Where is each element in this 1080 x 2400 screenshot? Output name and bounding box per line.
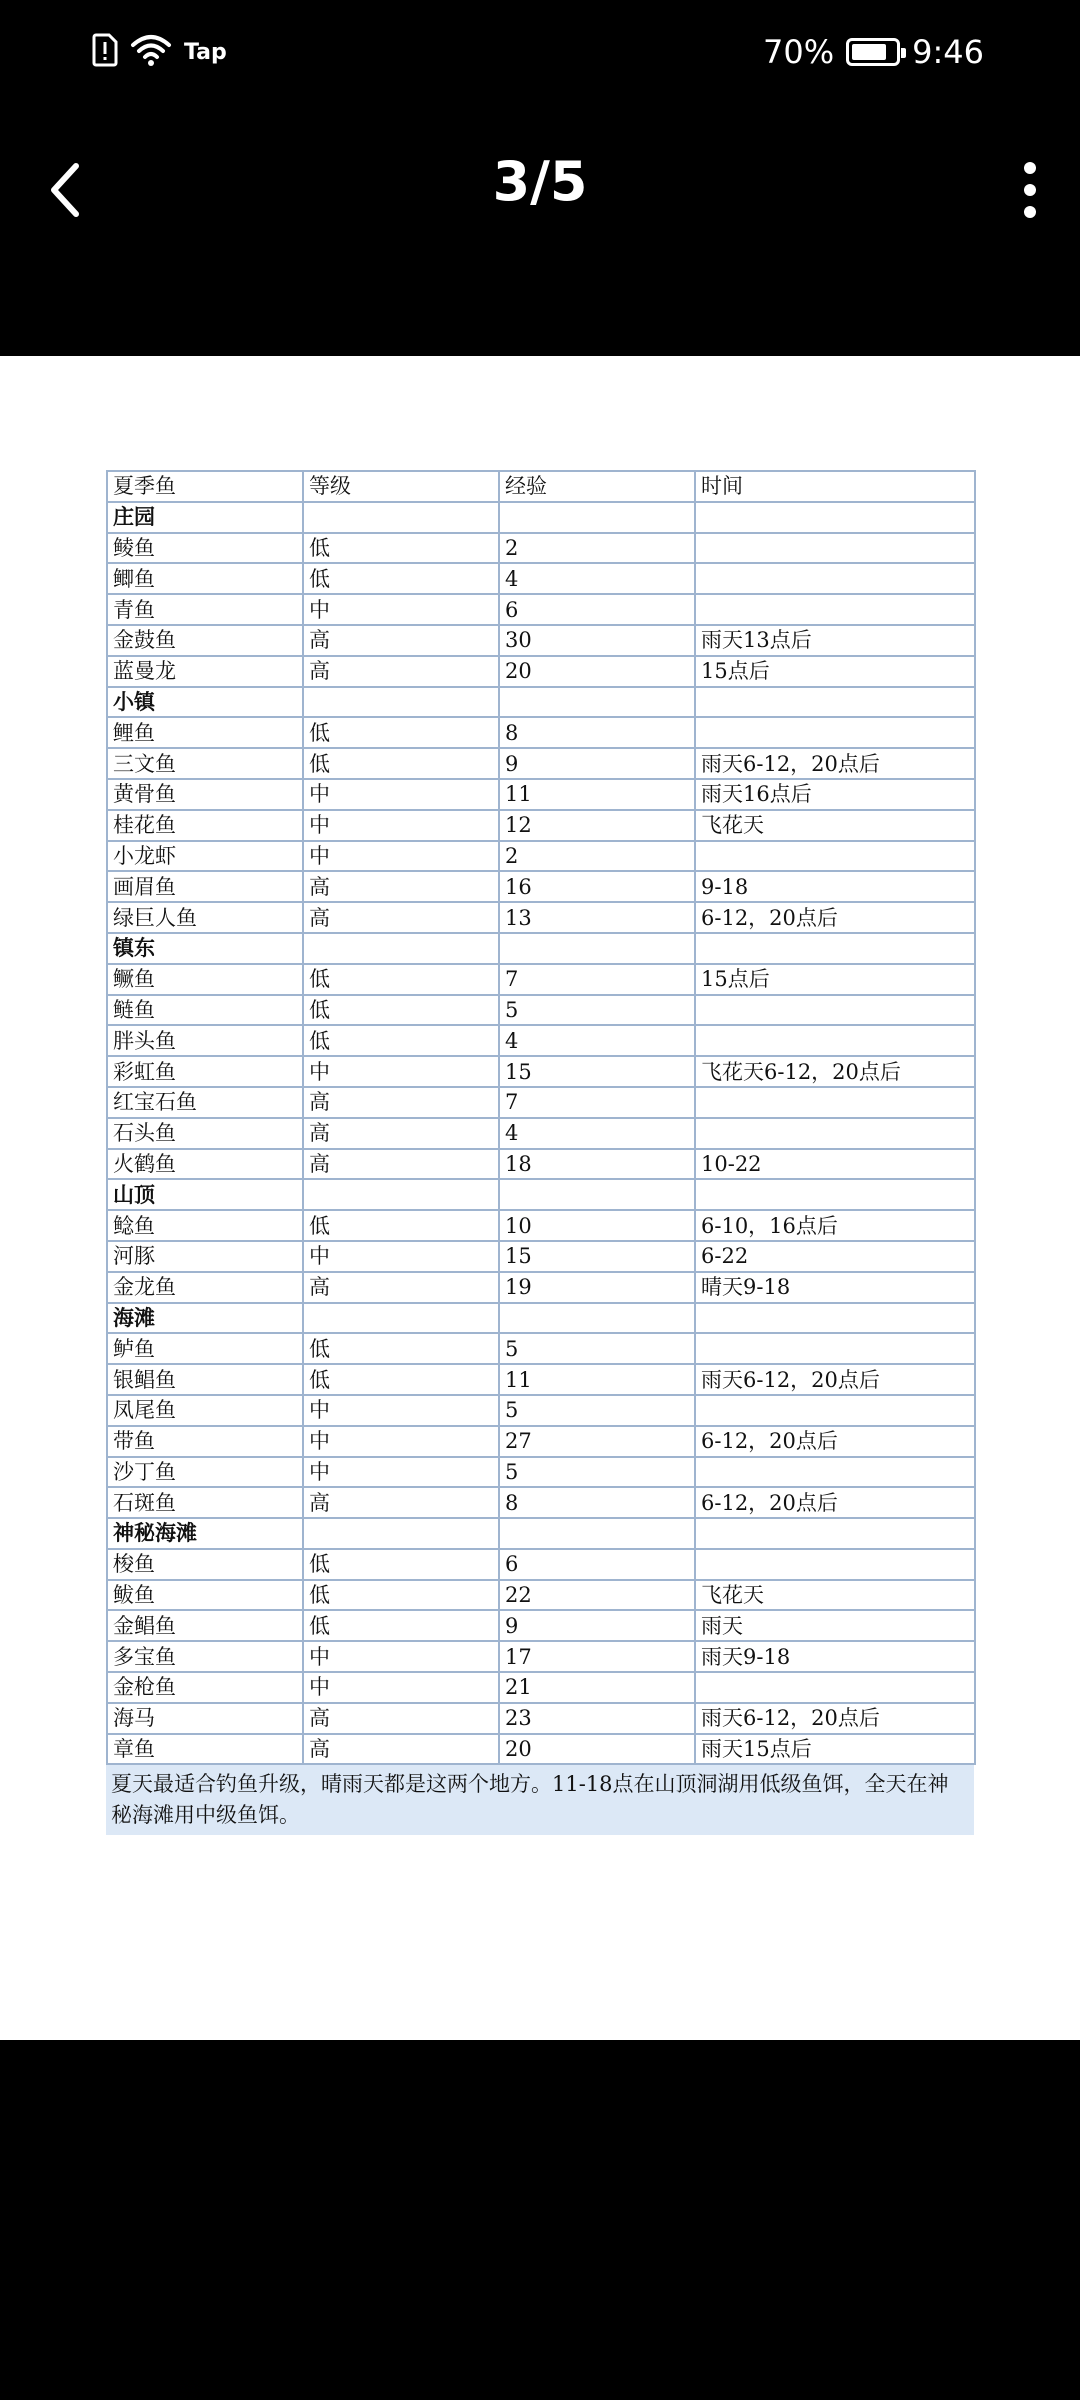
cell-exp: 20 xyxy=(499,1734,695,1765)
cell-level: 中 xyxy=(303,1056,499,1087)
cell-time: 雨天6-12，20点后 xyxy=(695,1364,975,1395)
cell-level xyxy=(303,502,499,533)
cell-name: 三文鱼 xyxy=(107,748,303,779)
cell-name: 金龙鱼 xyxy=(107,1272,303,1303)
cell-name: 海马 xyxy=(107,1703,303,1734)
cell-exp: 15 xyxy=(499,1241,695,1272)
page-indicator: 3/5 xyxy=(492,150,588,213)
cell-name: 凤尾鱼 xyxy=(107,1395,303,1426)
clock: 9:46 xyxy=(912,33,984,71)
cell-level: 高 xyxy=(303,1703,499,1734)
cell-time: 15点后 xyxy=(695,656,975,687)
cell-exp: 18 xyxy=(499,1149,695,1180)
cell-level: 低 xyxy=(303,533,499,564)
cell-exp: 17 xyxy=(499,1641,695,1672)
cell-name: 绿巨人鱼 xyxy=(107,902,303,933)
cell-level xyxy=(303,1518,499,1549)
cell-time: 6-12，20点后 xyxy=(695,1426,975,1457)
cell-name: 画眉鱼 xyxy=(107,871,303,902)
cell-time xyxy=(695,1303,975,1334)
table-row xyxy=(107,1364,975,1395)
cell-level: 低 xyxy=(303,748,499,779)
cell-time xyxy=(695,1518,975,1549)
cell-name: 金鲳鱼 xyxy=(107,1610,303,1641)
cell-level: 高 xyxy=(303,1149,499,1180)
cell-name: 胖头鱼 xyxy=(107,1025,303,1056)
cell-time: 9-18 xyxy=(695,871,975,902)
viewer-header xyxy=(0,100,1080,356)
cell-name: 神秘海滩 xyxy=(107,1518,303,1549)
battery-icon xyxy=(846,38,900,66)
cell-name: 蓝曼龙 xyxy=(107,656,303,687)
cell-level: 低 xyxy=(303,1025,499,1056)
cell-name: 小龙虾 xyxy=(107,841,303,872)
cell-level: 高 xyxy=(303,656,499,687)
cell-exp: 21 xyxy=(499,1672,695,1703)
cell-exp: 16 xyxy=(499,871,695,902)
table-row xyxy=(107,1549,975,1580)
cell-name: 鲤鱼 xyxy=(107,717,303,748)
cell-level: 中 xyxy=(303,779,499,810)
table-row xyxy=(107,964,975,995)
column-header: 时间 xyxy=(695,471,975,502)
cell-name: 多宝鱼 xyxy=(107,1641,303,1672)
cell-name: 庄园 xyxy=(107,502,303,533)
cell-name: 鲈鱼 xyxy=(107,1333,303,1364)
cell-time: 雨天6-12，20点后 xyxy=(695,748,975,779)
table-row xyxy=(107,1118,975,1149)
table-row xyxy=(107,1457,975,1488)
cell-time xyxy=(695,1025,975,1056)
table-row xyxy=(107,1087,975,1118)
cell-exp: 2 xyxy=(499,841,695,872)
cell-name: 银鲳鱼 xyxy=(107,1364,303,1395)
table-row xyxy=(107,1672,975,1703)
cell-level: 中 xyxy=(303,1457,499,1488)
column-header: 夏季鱼 xyxy=(107,471,303,502)
table-row xyxy=(107,1487,975,1518)
cell-level: 中 xyxy=(303,1641,499,1672)
table-row xyxy=(107,1272,975,1303)
cell-exp xyxy=(499,502,695,533)
cell-level: 高 xyxy=(303,625,499,656)
cell-time xyxy=(695,933,975,964)
cell-level: 低 xyxy=(303,563,499,594)
cell-name: 鲶鱼 xyxy=(107,1210,303,1241)
table-row xyxy=(107,656,975,687)
cell-exp: 5 xyxy=(499,995,695,1026)
table-row xyxy=(107,1580,975,1611)
table-row xyxy=(107,533,975,564)
table-row xyxy=(107,1610,975,1641)
cell-exp xyxy=(499,1518,695,1549)
spreadsheet xyxy=(106,470,974,1835)
cell-name: 章鱼 xyxy=(107,1734,303,1765)
cell-level: 中 xyxy=(303,1241,499,1272)
cell-exp: 9 xyxy=(499,748,695,779)
cell-time: 雨天13点后 xyxy=(695,625,975,656)
cell-name: 金鼓鱼 xyxy=(107,625,303,656)
cell-level: 中 xyxy=(303,1395,499,1426)
cell-level: 高 xyxy=(303,871,499,902)
cell-level: 中 xyxy=(303,1672,499,1703)
cell-name: 鳜鱼 xyxy=(107,964,303,995)
cell-exp: 22 xyxy=(499,1580,695,1611)
column-header: 经验 xyxy=(499,471,695,502)
table-row xyxy=(107,1395,975,1426)
cell-exp: 7 xyxy=(499,964,695,995)
table-row xyxy=(107,995,975,1026)
table-row xyxy=(107,1333,975,1364)
cell-level: 高 xyxy=(303,1118,499,1149)
cell-time: 6-12，20点后 xyxy=(695,1487,975,1518)
table-row xyxy=(107,902,975,933)
cell-time: 雨天15点后 xyxy=(695,1734,975,1765)
cell-exp: 23 xyxy=(499,1703,695,1734)
table-row xyxy=(107,594,975,625)
cell-exp: 8 xyxy=(499,1487,695,1518)
cell-time xyxy=(695,594,975,625)
cell-level xyxy=(303,687,499,718)
cell-exp: 6 xyxy=(499,1549,695,1580)
cell-level: 低 xyxy=(303,1210,499,1241)
cell-exp: 19 xyxy=(499,1272,695,1303)
table-row xyxy=(107,748,975,779)
cell-time: 15点后 xyxy=(695,964,975,995)
cell-name: 河豚 xyxy=(107,1241,303,1272)
cell-level xyxy=(303,1179,499,1210)
cell-name: 小镇 xyxy=(107,687,303,718)
table-row xyxy=(107,1149,975,1180)
cell-time xyxy=(695,717,975,748)
cell-name: 鲫鱼 xyxy=(107,563,303,594)
category-row xyxy=(107,502,975,533)
cell-name: 沙丁鱼 xyxy=(107,1457,303,1488)
table-header-row xyxy=(107,471,975,502)
cell-level: 中 xyxy=(303,810,499,841)
cell-time xyxy=(695,1395,975,1426)
cell-exp xyxy=(499,1303,695,1334)
battery-percent: 70% xyxy=(763,33,835,71)
category-row xyxy=(107,687,975,718)
cell-time: 6-10，16点后 xyxy=(695,1210,975,1241)
more-vertical-icon xyxy=(1024,162,1036,174)
table-row xyxy=(107,1025,975,1056)
wifi-icon xyxy=(130,33,172,71)
cell-name: 石头鱼 xyxy=(107,1118,303,1149)
category-row xyxy=(107,933,975,964)
cell-name: 梭鱼 xyxy=(107,1549,303,1580)
cell-exp: 6 xyxy=(499,594,695,625)
table-row xyxy=(107,779,975,810)
cell-name: 火鹤鱼 xyxy=(107,1149,303,1180)
cell-time: 雨天6-12，20点后 xyxy=(695,1703,975,1734)
cell-exp: 15 xyxy=(499,1056,695,1087)
column-header: 等级 xyxy=(303,471,499,502)
cell-level: 中 xyxy=(303,1426,499,1457)
cell-time: 6-12，20点后 xyxy=(695,902,975,933)
cell-name: 鲢鱼 xyxy=(107,995,303,1026)
cell-level xyxy=(303,933,499,964)
table-row xyxy=(107,563,975,594)
cell-exp xyxy=(499,933,695,964)
cell-exp: 5 xyxy=(499,1395,695,1426)
cell-level: 低 xyxy=(303,995,499,1026)
bottom-area xyxy=(0,2040,1080,2400)
cell-level: 高 xyxy=(303,1272,499,1303)
cell-time xyxy=(695,1457,975,1488)
cell-name: 金枪鱼 xyxy=(107,1672,303,1703)
table-row xyxy=(107,1703,975,1734)
cell-exp: 27 xyxy=(499,1426,695,1457)
cell-exp: 13 xyxy=(499,902,695,933)
cell-time: 雨天9-18 xyxy=(695,1641,975,1672)
table-row xyxy=(107,1734,975,1765)
cell-time xyxy=(695,1179,975,1210)
table-row xyxy=(107,1210,975,1241)
cell-time xyxy=(695,687,975,718)
cell-name: 鲮鱼 xyxy=(107,533,303,564)
cell-time xyxy=(695,533,975,564)
cell-time: 10-22 xyxy=(695,1149,975,1180)
cell-level: 高 xyxy=(303,902,499,933)
status-left xyxy=(92,30,227,74)
summary-note: 夏天最适合钓鱼升级，晴雨天都是这两个地方。11-18点在山顶洞湖用低级鱼饵，全天在神秘海滩用中级鱼饵。 xyxy=(106,1765,974,1835)
cell-time xyxy=(695,995,975,1026)
cell-name: 石斑鱼 xyxy=(107,1487,303,1518)
cell-name: 镇东 xyxy=(107,933,303,964)
status-right xyxy=(763,30,984,74)
cell-time: 飞花天6-12，20点后 xyxy=(695,1056,975,1087)
cell-time xyxy=(695,1672,975,1703)
cell-time xyxy=(695,1333,975,1364)
table-row xyxy=(107,810,975,841)
table-row xyxy=(107,625,975,656)
cell-name: 带鱼 xyxy=(107,1426,303,1457)
cell-time: 晴天9-18 xyxy=(695,1272,975,1303)
cell-name: 彩虹鱼 xyxy=(107,1056,303,1087)
carrier-label: Tap xyxy=(184,39,227,65)
cell-level: 高 xyxy=(303,1734,499,1765)
cell-exp: 4 xyxy=(499,563,695,594)
cell-level: 低 xyxy=(303,717,499,748)
cell-level xyxy=(303,1303,499,1334)
cell-level: 高 xyxy=(303,1087,499,1118)
cell-level: 低 xyxy=(303,1333,499,1364)
category-row xyxy=(107,1303,975,1334)
table-row xyxy=(107,1241,975,1272)
cell-name: 青鱼 xyxy=(107,594,303,625)
cell-exp: 8 xyxy=(499,717,695,748)
category-row xyxy=(107,1179,975,1210)
cell-time: 雨天 xyxy=(695,1610,975,1641)
table-row xyxy=(107,1426,975,1457)
cell-level: 低 xyxy=(303,1549,499,1580)
table-row xyxy=(107,717,975,748)
category-row xyxy=(107,1518,975,1549)
status-bar xyxy=(0,0,1080,100)
cell-exp xyxy=(499,1179,695,1210)
cell-exp: 7 xyxy=(499,1087,695,1118)
cell-time xyxy=(695,1087,975,1118)
cell-time: 雨天16点后 xyxy=(695,779,975,810)
cell-level: 低 xyxy=(303,1610,499,1641)
cell-name: 桂花鱼 xyxy=(107,810,303,841)
cell-name: 山顶 xyxy=(107,1179,303,1210)
cell-exp: 9 xyxy=(499,1610,695,1641)
cell-exp: 11 xyxy=(499,779,695,810)
table-body xyxy=(107,502,975,1765)
cell-exp xyxy=(499,687,695,718)
cell-exp: 4 xyxy=(499,1025,695,1056)
cell-exp: 30 xyxy=(499,625,695,656)
cell-level: 低 xyxy=(303,1364,499,1395)
cell-level: 高 xyxy=(303,1487,499,1518)
cell-exp: 4 xyxy=(499,1118,695,1149)
cell-time xyxy=(695,502,975,533)
table-row xyxy=(107,1056,975,1087)
cell-level: 中 xyxy=(303,594,499,625)
alert-sim-icon xyxy=(92,33,118,71)
fish-table xyxy=(106,470,976,1765)
cell-exp: 11 xyxy=(499,1364,695,1395)
cell-level: 中 xyxy=(303,841,499,872)
cell-time xyxy=(695,1549,975,1580)
cell-exp: 20 xyxy=(499,656,695,687)
cell-time xyxy=(695,841,975,872)
cell-exp: 10 xyxy=(499,1210,695,1241)
cell-exp: 5 xyxy=(499,1333,695,1364)
cell-name: 海滩 xyxy=(107,1303,303,1334)
cell-level: 低 xyxy=(303,964,499,995)
table-row xyxy=(107,1641,975,1672)
cell-exp: 12 xyxy=(499,810,695,841)
cell-time: 6-22 xyxy=(695,1241,975,1272)
table-row xyxy=(107,871,975,902)
cell-level: 低 xyxy=(303,1580,499,1611)
cell-name: 鲅鱼 xyxy=(107,1580,303,1611)
cell-time xyxy=(695,563,975,594)
table-row xyxy=(107,841,975,872)
cell-name: 红宝石鱼 xyxy=(107,1087,303,1118)
cell-time: 飞花天 xyxy=(695,810,975,841)
cell-name: 黄骨鱼 xyxy=(107,779,303,810)
cell-exp: 2 xyxy=(499,533,695,564)
document-image xyxy=(0,356,1080,2040)
cell-time: 飞花天 xyxy=(695,1580,975,1611)
cell-time xyxy=(695,1118,975,1149)
cell-exp: 5 xyxy=(499,1457,695,1488)
more-options-button[interactable] xyxy=(1000,140,1060,240)
